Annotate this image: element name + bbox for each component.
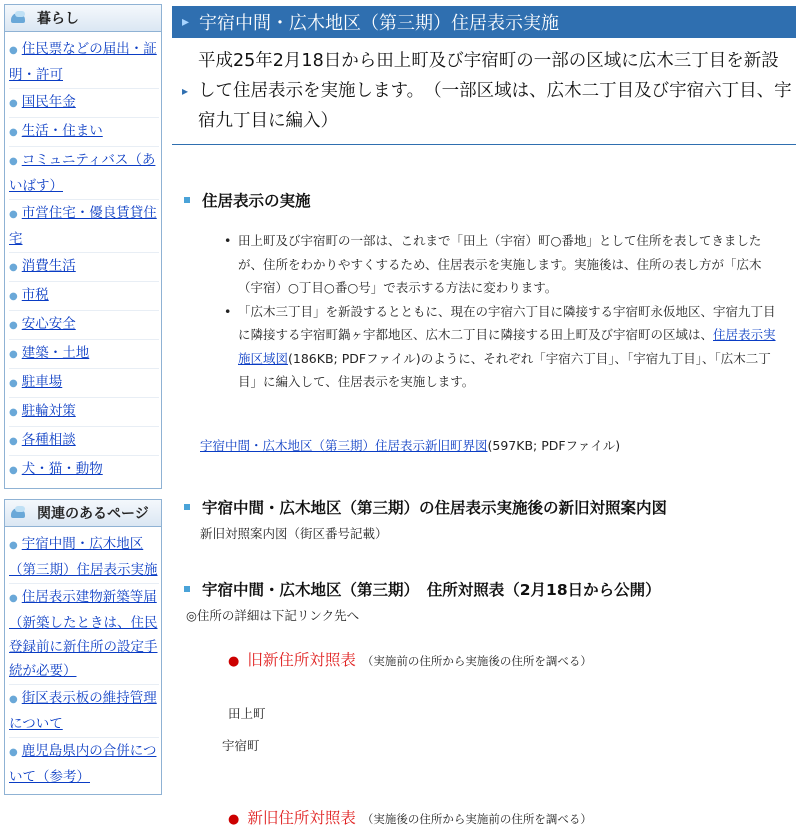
sidebar-link[interactable]: 駐輪対策 <box>21 403 76 419</box>
related-menu-title: 関連のあるページ <box>37 506 149 522</box>
main-content <box>172 6 796 828</box>
related-menu-list <box>5 527 161 794</box>
section-heading-text: 宇宿中間・広木地区（第三期） 住所対照表（2月18日から公開） <box>202 580 661 599</box>
sidebar-item <box>9 89 159 118</box>
square-bullet-icon <box>184 504 190 510</box>
sidebar-item <box>9 253 159 282</box>
bullet-dot-icon: ● <box>228 811 240 827</box>
bullet-dot-icon: ● <box>9 407 18 418</box>
sidebar-link[interactable]: 鹿児島県内の合併について（参考） <box>9 743 157 785</box>
bullet-dot-icon: ● <box>9 436 18 447</box>
bullet-dot-icon: ● <box>9 349 18 360</box>
related-menu <box>4 499 162 795</box>
sidebar-link[interactable]: 住居表示建物新築等届（新築したときは、住民登録前に新住所の設定手続が必要） <box>9 589 158 679</box>
bullet-dot-icon: ● <box>9 378 18 389</box>
section-guide-map <box>172 496 796 542</box>
section-heading-text: 住居表示の実施 <box>202 192 311 210</box>
bullet-dot-icon: ● <box>9 45 18 56</box>
bullet-dot-icon: ● <box>9 694 18 705</box>
living-menu <box>4 4 162 489</box>
sidebar-link[interactable]: 市営住宅・優良賃貸住宅 <box>9 205 157 247</box>
section-heading <box>172 189 796 211</box>
sidebar-item <box>9 584 159 685</box>
bullet-text: (186KB; PDFファイル)のように、それぞれ「宇宿六丁目」、「宇宿九丁目」、「広木二丁目」に編入して、住居表示を実施します。 <box>238 350 771 389</box>
sidebar-link[interactable]: 宇宿中間・広木地区（第三期）住居表示実施 <box>9 536 158 578</box>
sidebar-item <box>9 369 159 398</box>
lead-block <box>172 38 796 145</box>
bullet-dot-icon: ● <box>9 156 18 167</box>
bullet-dot-icon: ● <box>228 653 240 669</box>
sidebar-item <box>9 531 159 584</box>
page-title: 宇宿中間・広木地区（第三期）住居表示実施 <box>199 13 560 34</box>
square-bullet-icon <box>184 586 190 592</box>
bullet-dot-icon: ● <box>9 291 18 302</box>
old-new-table-item <box>228 648 796 670</box>
related-menu-header <box>5 500 161 527</box>
sidebar-item <box>9 398 159 427</box>
sidebar-item <box>9 456 159 484</box>
section-heading <box>172 578 796 600</box>
bullet-dot-icon: ● <box>9 320 18 331</box>
sidebar-link[interactable]: コミュニティバス（あいばす） <box>9 152 156 194</box>
lead-text: 平成25年2月18日から田上町及び宇宿町の一部の区域に広木三丁目を新設して住居表示を実施します。 （一部区域は、広木二丁目及び宇宿六丁目、宇宿九丁目に編入） <box>198 51 792 131</box>
living-menu-title: 暮らし <box>37 11 79 27</box>
section-address-table <box>172 578 796 828</box>
bullet-text: 「広木三丁目」を新設するとともに、現在の宇宿六丁目に隣接する宇宿町永仮地区、宇宿九丁目に隣接する宇宿町鍋ヶ宇都地区、広木二丁目に隣接する田上町及び宇宿町の区域は、 <box>238 303 776 342</box>
new-old-table-item <box>228 806 796 828</box>
sidebar-link[interactable]: 安心安全 <box>21 316 76 332</box>
sidebar-link[interactable]: 各種相談 <box>21 432 76 448</box>
bullet-dot-icon: ● <box>9 209 18 220</box>
sidebar-item <box>9 340 159 369</box>
sidebar-item <box>9 311 159 340</box>
boundary-map-link[interactable]: 宇宿中間・広木地区（第三期）住居表示新旧町界図 <box>200 437 488 453</box>
section-heading <box>172 496 796 518</box>
sidebar-item <box>9 36 159 89</box>
sidebar-link[interactable]: 駐車場 <box>21 374 63 390</box>
bullet-dot-icon: ● <box>9 593 18 604</box>
file-size: (597KB; PDFファイル) <box>487 437 621 453</box>
town-usuki: 宇宿町 <box>222 737 260 753</box>
bullet-dot-icon: ● <box>9 262 18 273</box>
sidebar-item <box>9 147 159 200</box>
sidebar-item <box>9 738 159 790</box>
address-note: ◎住所の詳細は下記リンク先へ <box>186 607 360 623</box>
sidebar-link[interactable]: 街区表示板の維持管理について <box>9 690 157 732</box>
sidebar-link[interactable]: 市税 <box>21 287 49 303</box>
section-implementation <box>172 189 796 454</box>
living-menu-list <box>5 32 161 488</box>
sidebar-link[interactable]: 国民年金 <box>21 94 76 110</box>
bullet-arrow-icon: ▸ <box>182 84 189 98</box>
old-new-table-desc: （実施前の住所から実施後の住所を調べる） <box>361 653 592 668</box>
living-menu-header <box>5 5 161 32</box>
town-tagami: 田上町 <box>228 705 266 721</box>
bird-icon <box>11 11 31 25</box>
sidebar-link[interactable]: 消費生活 <box>21 258 76 274</box>
sidebar-link[interactable]: 住民票などの届出・証明・許可 <box>9 41 157 83</box>
boundary-map-line <box>200 436 796 454</box>
list-item <box>224 300 784 394</box>
sidebar-link[interactable]: 生活・住まい <box>21 123 103 139</box>
old-new-table-label: 旧新住所対照表 <box>247 650 356 669</box>
sidebar-item <box>9 427 159 456</box>
bullet-dot-icon: ● <box>9 747 18 758</box>
sidebar-item <box>9 200 159 253</box>
new-old-table-label: 新旧住所対照表 <box>247 808 356 827</box>
list-item: • 田上町及び宇宿町の一部は、これまで「田上（宇宿）町○番地」として住所を表してきましたが、住所をわかりやすくするため、住居表示を実施します。実施後は、住所の表し方が「広木（宇宿）○丁目○番○号」で表示する方法に変わります。 <box>224 229 784 300</box>
bullet-arrow-icon: ▸ <box>182 14 190 30</box>
bird-icon <box>11 506 31 520</box>
bullet-dot-icon: ● <box>9 98 18 109</box>
sidebar-item <box>9 685 159 738</box>
sidebar-link[interactable]: 建築・土地 <box>21 345 90 361</box>
bullet-dot-icon: ● <box>9 540 18 551</box>
bullet-dot-icon: ● <box>9 127 18 138</box>
new-old-table-desc: （実施後の住所から実施前の住所を調べる） <box>361 811 592 826</box>
area-map-link[interactable]: 住居表示実施区域図 <box>238 327 776 366</box>
square-bullet-icon <box>184 197 190 203</box>
section-heading-text: 宇宿中間・広木地区（第三期）の住居表示実施後の新旧対照案内図 <box>202 498 668 517</box>
sidebar <box>4 4 162 805</box>
sidebar-item <box>9 282 159 311</box>
guide-map-caption: 新旧対照案内図（街区番号記載） <box>200 525 388 541</box>
sidebar-item <box>9 118 159 147</box>
page-title-bar <box>172 6 796 38</box>
implementation-bullets <box>224 229 784 394</box>
bullet-dot-icon: ● <box>9 465 18 476</box>
sidebar-link[interactable]: 犬・猫・動物 <box>21 461 103 477</box>
